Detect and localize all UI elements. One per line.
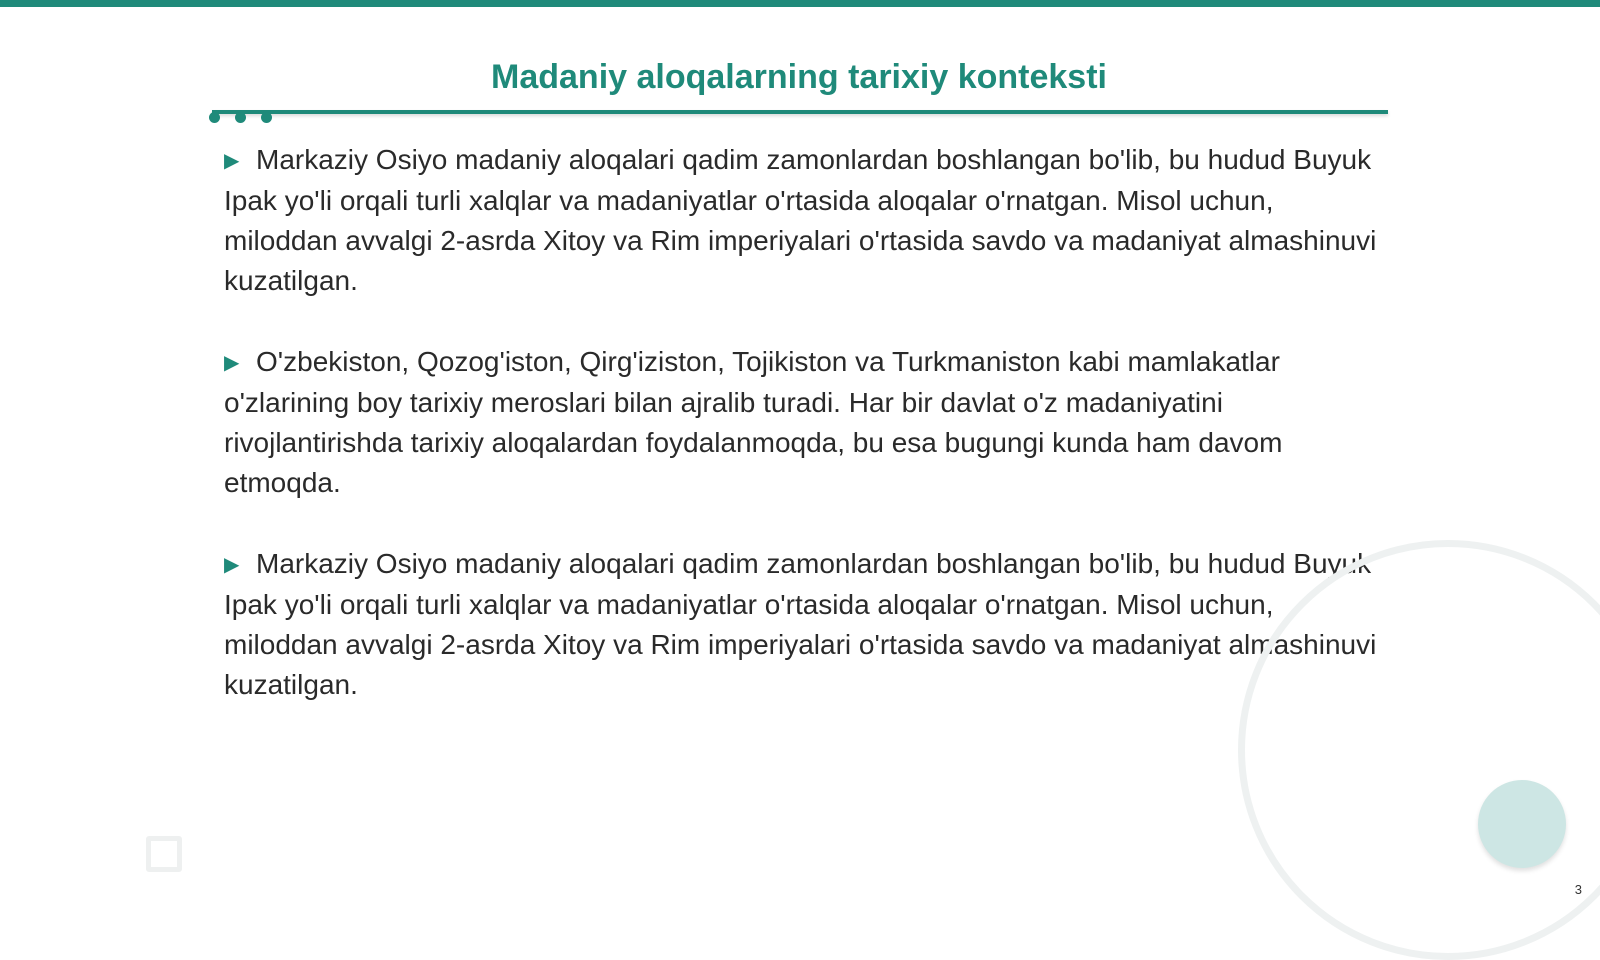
slide-title: Madaniy aloqalarning tarixiy konteksti	[491, 58, 1107, 96]
bullet-item	[224, 544, 1384, 705]
bullet-item	[224, 342, 1384, 503]
bullet-triangle-icon: ▶	[224, 150, 240, 172]
bullet-text: Markaziy Osiyo madaniy aloqalari qadim zamonlardan boshlangan bo'lib, bu hudud Buyuk Ipak yo'li orqali turli xalqlar va madaniyatlar o'rtasida aloqalar o'rnatgan. Misol uchun, miloddan avvalgi 2-asrda Xitoy va Rim imperiyalari o'rtasida savdo va madaniyat almashinuvi kuzatilgan.	[224, 548, 1377, 700]
bullet-triangle-icon: ▶	[224, 554, 240, 576]
title-underline	[212, 110, 1388, 114]
decor-square	[146, 836, 182, 872]
bullet-triangle-icon: ▶	[224, 352, 240, 374]
bullet-list	[224, 140, 1384, 746]
bullet-text: Markaziy Osiyo madaniy aloqalari qadim zamonlardan boshlangan bo'lib, bu hudud Buyuk Ipak yo'li orqali turli xalqlar va madaniyatlar o'rtasida aloqalar o'rnatgan. Misol uchun, miloddan avvalgi 2-asrda Xitoy va Rim imperiyalari o'rtasida savdo va madaniyat almashinuvi kuzatilgan.	[224, 144, 1377, 296]
page-number: 3	[1574, 882, 1582, 897]
bullet-item	[224, 140, 1384, 301]
decor-dot	[261, 112, 272, 123]
bullet-text: O'zbekiston, Qozog'iston, Qirg'iziston, Tojikiston va Turkmaniston kabi mamlakatlar o'zlarining boy tarixiy meroslari bilan ajralib turadi. Har bir davlat o'z madaniyatini rivojlantirishda tarixiy aloqalardan foydalanmoqda, bu esa bugungi kunda ham davom etmoqda.	[224, 346, 1283, 498]
decor-circle	[1478, 780, 1566, 868]
top-accent-bar	[0, 0, 1600, 7]
decor-dot	[209, 112, 220, 123]
decor-dot	[235, 112, 246, 123]
